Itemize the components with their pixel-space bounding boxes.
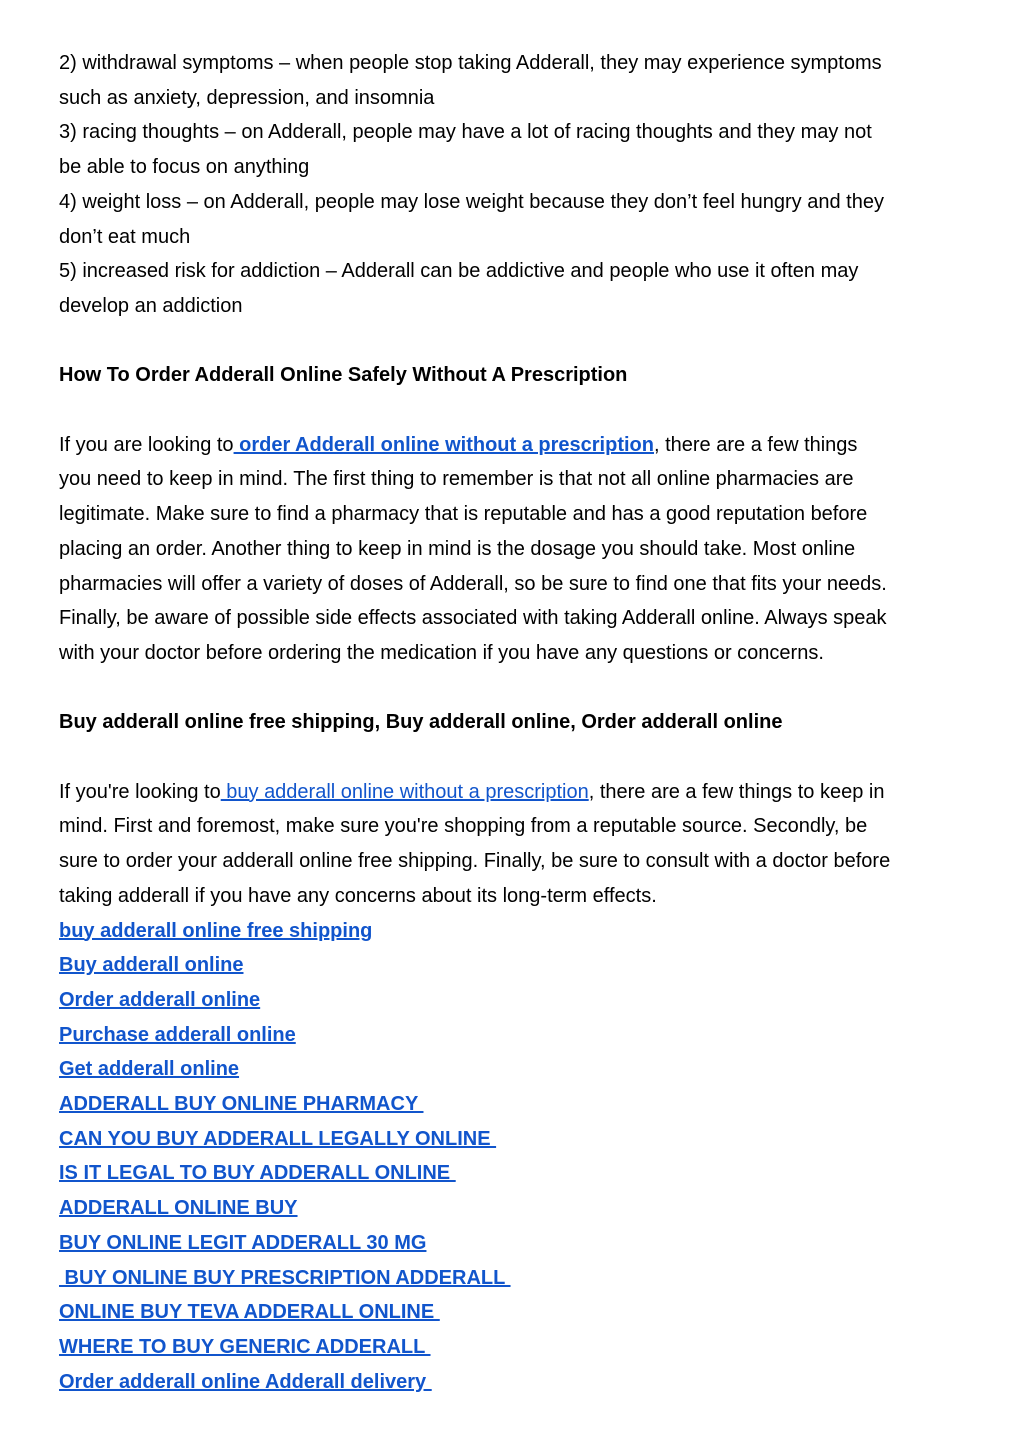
link-list-item[interactable]: buy adderall online free shipping — [59, 919, 373, 942]
link-list-item[interactable]: ADDERALL ONLINE BUY — [59, 1197, 298, 1220]
paragraph-line: sure to order your adderall online free shipping. Finally, be sure to consult with a doctor before — [59, 850, 891, 873]
paragraph-line: mind. First and foremost, make sure you're shopping from a reputable source. Secondly, be — [59, 815, 868, 838]
paragraph-line — [59, 775, 971, 810]
paragraph-line: Finally, be aware of possible side effects associated with taking Adderall online. Always speak — [59, 607, 887, 630]
link-list-item[interactable]: Purchase adderall online — [59, 1023, 296, 1046]
paragraph-text: , there are a few things — [653, 433, 858, 456]
list-item-line: be able to focus on anything — [59, 156, 310, 179]
paragraph-line: pharmacies will offer a variety of doses of Adderall, so be sure to find one that fits your needs. — [59, 572, 887, 595]
link-list-item[interactable]: CAN YOU BUY ADDERALL LEGALLY ONLINE — [59, 1127, 497, 1150]
paragraph-line: with your doctor before ordering the medication if you have any questions or concerns. — [59, 641, 824, 664]
link-list-item[interactable]: IS IT LEGAL TO BUY ADDERALL ONLINE — [59, 1162, 456, 1185]
link-list-item[interactable]: Buy adderall online — [59, 954, 244, 977]
buy-adderall-link[interactable]: buy adderall online without a prescription — [220, 780, 589, 803]
list-item-line: develop an addiction — [59, 294, 243, 317]
paragraph-line: legitimate. Make sure to find a pharmacy that is reputable and has a good reputation before — [59, 503, 868, 526]
paragraph-line: taking adderall if you have any concerns about its long-term effects. — [59, 884, 657, 907]
link-list-item[interactable]: Order adderall online — [59, 988, 261, 1011]
document-page — [59, 46, 971, 1399]
paragraph-text: , there are a few things to keep in — [588, 780, 885, 803]
link-list — [59, 914, 971, 1400]
section-heading-buy-online: Buy adderall online free shipping, Buy adderall online, Order adderall online — [59, 711, 783, 734]
paragraph-line: placing an order. Another thing to keep in mind is the dosage you should take. Most online — [59, 537, 856, 560]
link-list-item[interactable]: Order adderall online Adderall delivery — [59, 1370, 432, 1393]
order-adderall-link[interactable]: order Adderall online without a prescription — [233, 433, 654, 456]
section-paragraph-order-safely — [59, 428, 971, 671]
paragraph-line — [59, 428, 971, 463]
section-paragraph-buy-online — [59, 775, 971, 914]
link-list-item[interactable]: ADDERALL BUY ONLINE PHARMACY — [59, 1093, 424, 1116]
list-item-line: 2) withdrawal symptoms – when people stop taking Adderall, they may experience symptoms — [59, 52, 882, 74]
list-item-line: such as anxiety, depression, and insomnia — [59, 86, 435, 109]
side-effects-list — [59, 46, 971, 324]
paragraph-text: If you're looking to — [59, 780, 221, 803]
list-item-line: 5) increased risk for addiction – Adderall can be addictive and people who use it often may — [59, 260, 859, 283]
link-list-item[interactable]: BUY ONLINE BUY PRESCRIPTION ADDERALL — [59, 1266, 511, 1289]
section-heading-order-safely: How To Order Adderall Online Safely Without A Prescription — [59, 364, 628, 387]
list-item-line: don’t eat much — [59, 225, 191, 248]
link-list-item[interactable]: ONLINE BUY TEVA ADDERALL ONLINE — [59, 1301, 440, 1324]
paragraph-text: If you are looking to — [59, 433, 234, 456]
link-list-item[interactable]: WHERE TO BUY GENERIC ADDERALL — [59, 1335, 431, 1358]
list-item-line: 4) weight loss – on Adderall, people may lose weight because they don’t feel hungry and they — [59, 190, 884, 213]
paragraph-line: you need to keep in mind. The first thing to remember is that not all online pharmacies are — [59, 468, 854, 491]
list-item-line: 3) racing thoughts – on Adderall, people may have a lot of racing thoughts and they may not — [59, 121, 872, 144]
link-list-item[interactable]: BUY ONLINE LEGIT ADDERALL 30 MG — [59, 1231, 427, 1254]
link-list-item[interactable]: Get adderall online — [59, 1058, 240, 1081]
